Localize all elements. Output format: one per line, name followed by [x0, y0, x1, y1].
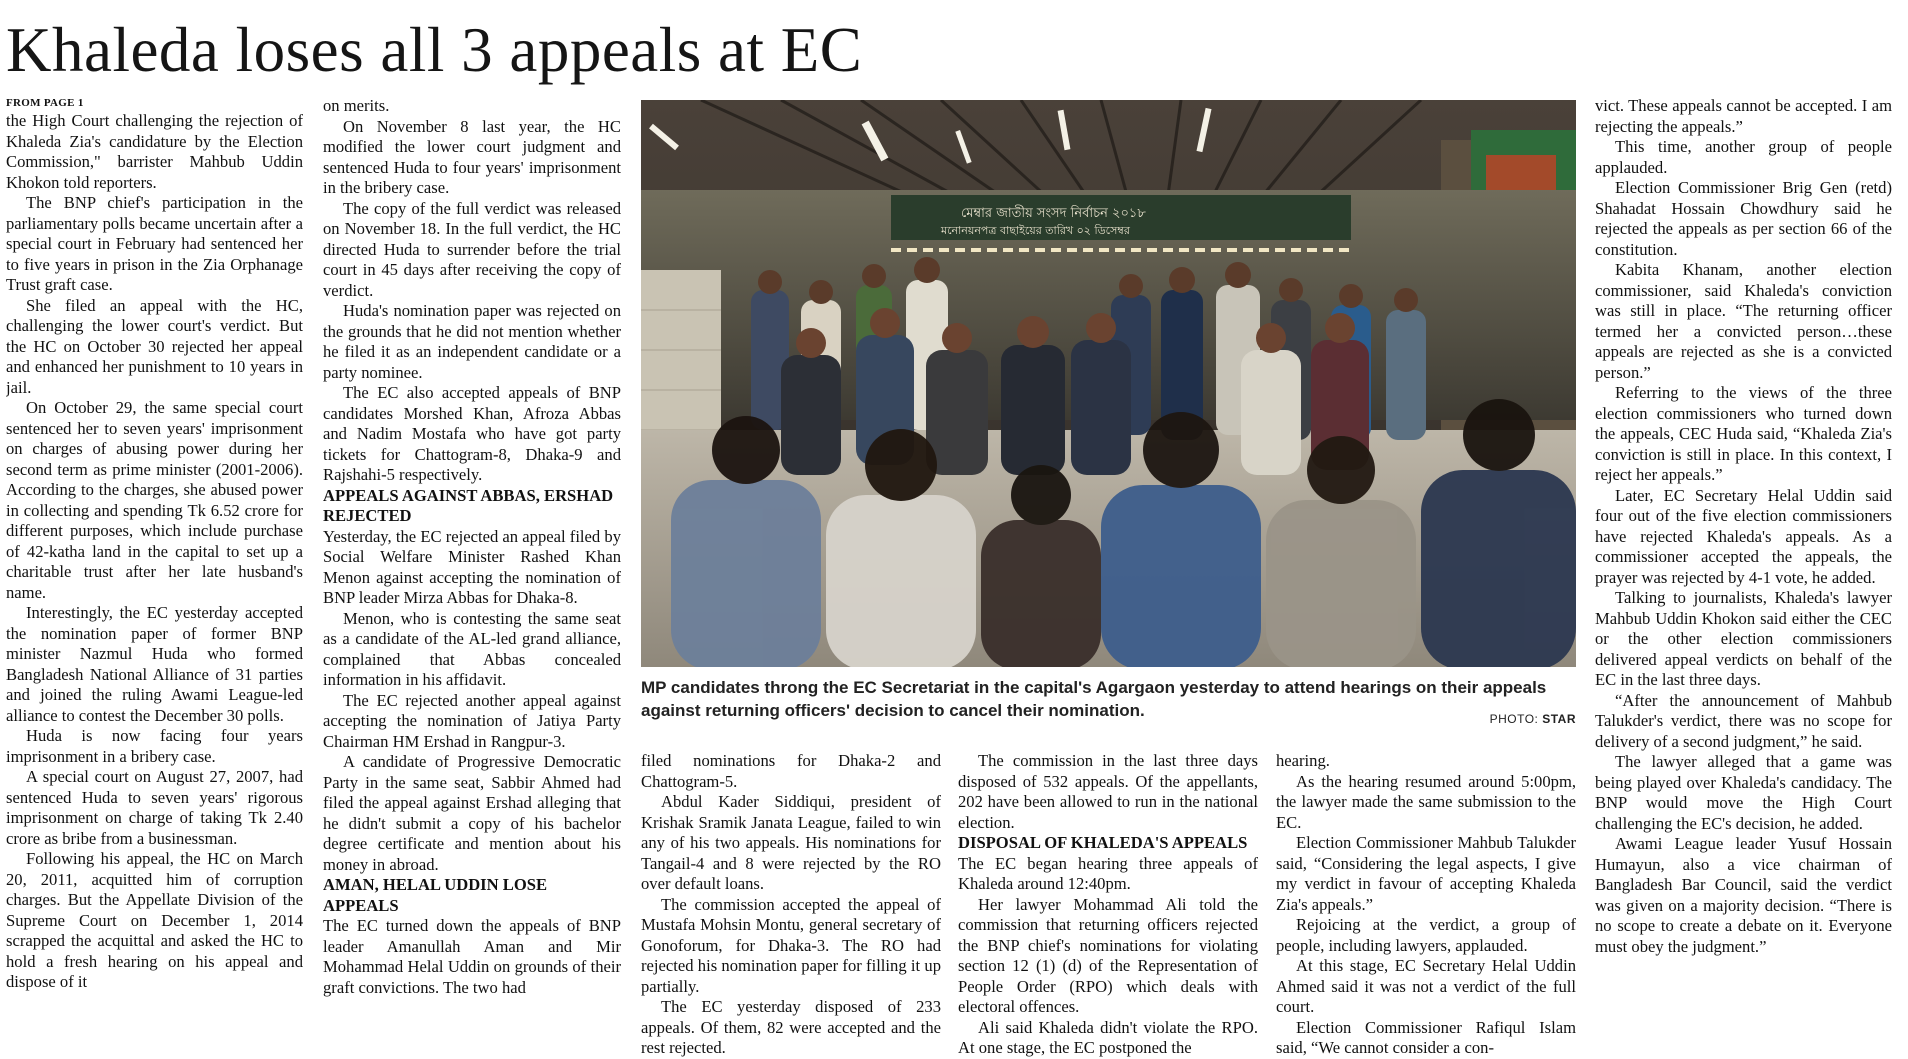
paragraph: Huda is now facing four years imprisonment in a bribery case.: [6, 726, 303, 766]
subheading: DISPOSAL OF KHALEDA'S APPEALS: [958, 833, 1248, 852]
article-column-6: [1595, 96, 1892, 1059]
paragraph: hearing.: [1276, 751, 1330, 770]
paragraph: Election Commissioner Brig Gen (retd) Shahadat Hossain Chowdhury said he rejected the appeals as per section 66 of the constitution.: [1595, 178, 1892, 259]
paragraph: Election Commissioner Rafiqul Islam said, “We cannot consider a con-: [1276, 1017, 1576, 1057]
article-column-2: [323, 96, 621, 1059]
paragraph: Rejoicing at the verdict, a group of people, including lawyers, applauded.: [1276, 915, 1576, 955]
paragraph: Menon, who is contesting the same seat as a candidate of the AL-led grand alliance, complained that Abbas concealed information in his affidavit.: [323, 608, 621, 689]
paragraph: Election Commissioner Mahbub Talukder said, “Considering the legal aspects, I give my verdict in favour of accepting Khaleda Zia's appeals.”: [1276, 833, 1576, 914]
subheading: AMAN, HELAL UDDIN LOSE APPEALS: [323, 875, 548, 915]
paragraph: Later, EC Secretary Helal Uddin said four out of the five election commissioners have rejected Khaleda's appeals. As a commissioner accepted the appeals, the prayer was rejected by 4-1 vote, he added.: [1595, 485, 1892, 587]
paragraph: on merits.: [323, 96, 390, 115]
paragraph: The EC turned down the appeals of BNP leader Amanullah Aman and Mir Mohammad Helal Uddin on grounds of their graft convictions. The two had: [323, 916, 621, 997]
paragraph: On October 29, the same special court sentenced her to seven years' imprisonment on charges of abusing power during her second term as prime minister (2001-2006). According to the charges, she abused power in collecting and spending Tk 6.52 crore for different purposes, which include purchase of 42-katha land in the capital to set up a charitable trust after her late husband's name.: [6, 398, 303, 602]
paragraph: As the hearing resumed around 5:00pm, the lawyer made the same submission to the EC.: [1276, 771, 1576, 832]
paragraph: The EC also accepted appeals of BNP candidates Morshed Khan, Afroza Abbas and Nadim Mostafa who have got party tickets for Chattogram-8, Dhaka-9 and Rajshahi-5 respectively.: [323, 383, 621, 484]
paragraph: Kabita Khanam, another election commissioner, said Khaleda's conviction was still in place. “The returning officer termed her a convicted person…these appeals are rejected as she is a convicted person.”: [1595, 260, 1892, 382]
paragraph: The copy of the full verdict was released on November 18. In the full verdict, the HC directed Huda to surrender before the trial court in 45 days after receiving the copy of verdict.: [323, 198, 621, 300]
article-column-3: [641, 751, 941, 1059]
banner-line-1: মেম্বার জাতীয় সংসদ নির্বাচন ২০১৮: [961, 206, 1146, 221]
article-column-5: [1276, 751, 1576, 1059]
paragraph: At this stage, EC Secretary Helal Uddin Ahmed said it was not a verdict of the full court.: [1276, 956, 1576, 1016]
paragraph: The EC yesterday disposed of 233 appeals. Of them, 82 were accepted and the rest rejected.: [641, 997, 941, 1057]
paragraph: Huda's nomination paper was rejected on the grounds that he did not mention whether he filed it as an independent candidate or a party nominee.: [323, 301, 621, 382]
paragraph: Abdul Kader Siddiqui, president of Krishak Sramik Janata League, failed to win any of his two appeals. His nominations for Tangail-4 and 8 were rejected by the RO over default loans.: [641, 792, 941, 893]
paragraph: the High Court challenging the rejection of Khaleda Zia's candidature by the Election Commission," barrister Mahbub Uddin Khokon told reporters.: [6, 111, 303, 192]
paragraph: Interestingly, the EC yesterday accepted the nomination paper of former BNP minister Nazmul Huda who formed Bangladesh National Alliance of 31 parties and joined the ruling Awami League-led alliance to contest the December 30 polls.: [6, 603, 303, 725]
paragraph: The commission in the last three days disposed of 532 appeals. Of the appellants, 202 have been allowed to run in the national election.: [958, 751, 1258, 832]
paragraph: On November 8 last year, the HC modified the lower court judgment and sentenced Huda to four years' imprisonment in the bribery case.: [323, 116, 621, 197]
paragraph: Awami League leader Yusuf Hossain Humayun, also a vice chairman of Bangladesh Bar Council, said the verdict was given on a majority decision. “There is no scope to create a debate on it. Everyone must obey the judgment.”: [1595, 834, 1892, 956]
paragraph: She filed an appeal with the HC, challenging the lower court's verdict. But the HC on October 30 rejected her appeal and enhanced her punishment to 10 years in jail.: [6, 295, 303, 397]
paragraph: This time, another group of people applauded.: [1595, 137, 1892, 177]
photo-caption: MP candidates throng the EC Secretariat in the capital's Agargaon yesterday to attend hearings on their appeals against returning officers' decision to cancel their nomination.: [641, 678, 1547, 720]
paragraph: Her lawyer Mohammad Ali told the commission that returning officers rejected the BNP chief's nominations for violating section 12 (1) (d) of the Representation of People Order (RPO) which deals with electoral offences.: [958, 894, 1258, 1016]
paragraph: The EC began hearing three appeals of Khaleda around 12:40pm.: [958, 853, 1258, 893]
jump-label: FROM PAGE 1: [6, 97, 84, 109]
paragraph: A special court on August 27, 2007, had sentenced Huda to seven years' rigorous imprisonment on charge of taking Tk 2.40 crore as bribe from a businessman.: [6, 767, 303, 848]
photo-credit-label: PHOTO:: [1489, 712, 1539, 726]
banner-line-2: মনোনয়নপত্র বাছাইয়ের তারিখ ০২ ডিসেম্বর: [941, 224, 1130, 237]
article-column-1: [6, 96, 303, 1059]
paragraph: filed nominations for Dhaka-2 and Chattogram-5.: [641, 751, 941, 791]
paragraph: The EC rejected another appeal against accepting the nomination of Jatiya Party Chairman HM Ershad in Rangpur-3.: [323, 690, 621, 751]
paragraph: The BNP chief's participation in the parliamentary polls became uncertain after a special court in February had sentenced her to five years in prison in the Zia Orphanage Trust graft case.: [6, 193, 303, 294]
photo-credit: [1480, 710, 1576, 728]
paragraph: A candidate of Progressive Democratic Party in the same seat, Sabbir Ahmed had filed the appeal against Ershad alleging that he didn't submit a copy of his bachelor degree certificate and mention about his money in abroad.: [323, 752, 621, 874]
paragraph: The lawyer alleged that a game was being played over Khaleda's candidacy. The BNP would move the High Court challenging the EC's decision, he added.: [1595, 752, 1892, 833]
paragraph: The commission accepted the appeal of Mustafa Mohsin Montu, general secretary of Gonoforum, for Dhaka-3. The RO had rejected his nomination paper for filling it up partially.: [641, 894, 941, 996]
paragraph: vict. These appeals cannot be accepted. I am rejecting the appeals.”: [1595, 96, 1892, 136]
paragraph: Talking to journalists, Khaleda's lawyer Mahbub Uddin Khokon said either the CEC or the other election commissioners delivered appeal verdicts on behalf of the EC in the last three days.: [1595, 588, 1892, 689]
subheading: APPEALS AGAINST ABBAS, ERSHAD REJECTED: [323, 485, 614, 525]
news-photo: [641, 100, 1576, 667]
crowd-photo-illustration: [641, 100, 1576, 667]
paragraph: Ali said Khaleda didn't violate the RPO. At one stage, the EC postponed the: [958, 1017, 1258, 1057]
paragraph: Yesterday, the EC rejected an appeal filed by Social Welfare Minister Rashed Khan Menon against accepting the nomination of BNP leader Mirza Abbas for Dhaka-8.: [323, 526, 621, 607]
paragraph: Referring to the views of the three election commissioners who turned down the appeals, CEC Huda said, “Khaleda Zia's conviction is still in place. In this context, I reject her appeals.”: [1595, 383, 1892, 484]
photo-credit-source: STAR: [1542, 712, 1576, 726]
paragraph: “After the announcement of Mahbub Talukder's verdict, there was no scope for delivery of a second judgment,” he said.: [1595, 690, 1892, 751]
headline: Khaleda loses all 3 appeals at EC: [6, 15, 863, 85]
article-column-4: [958, 751, 1258, 1059]
paragraph: Following his appeal, the HC on March 20, 2011, acquitted him of corruption charges. But the Appellate Division of the Supreme Court on December 1, 2014 scrapped the acquittal and asked the HC to hold a fresh hearing on his appeal and dispose of it: [6, 849, 303, 991]
